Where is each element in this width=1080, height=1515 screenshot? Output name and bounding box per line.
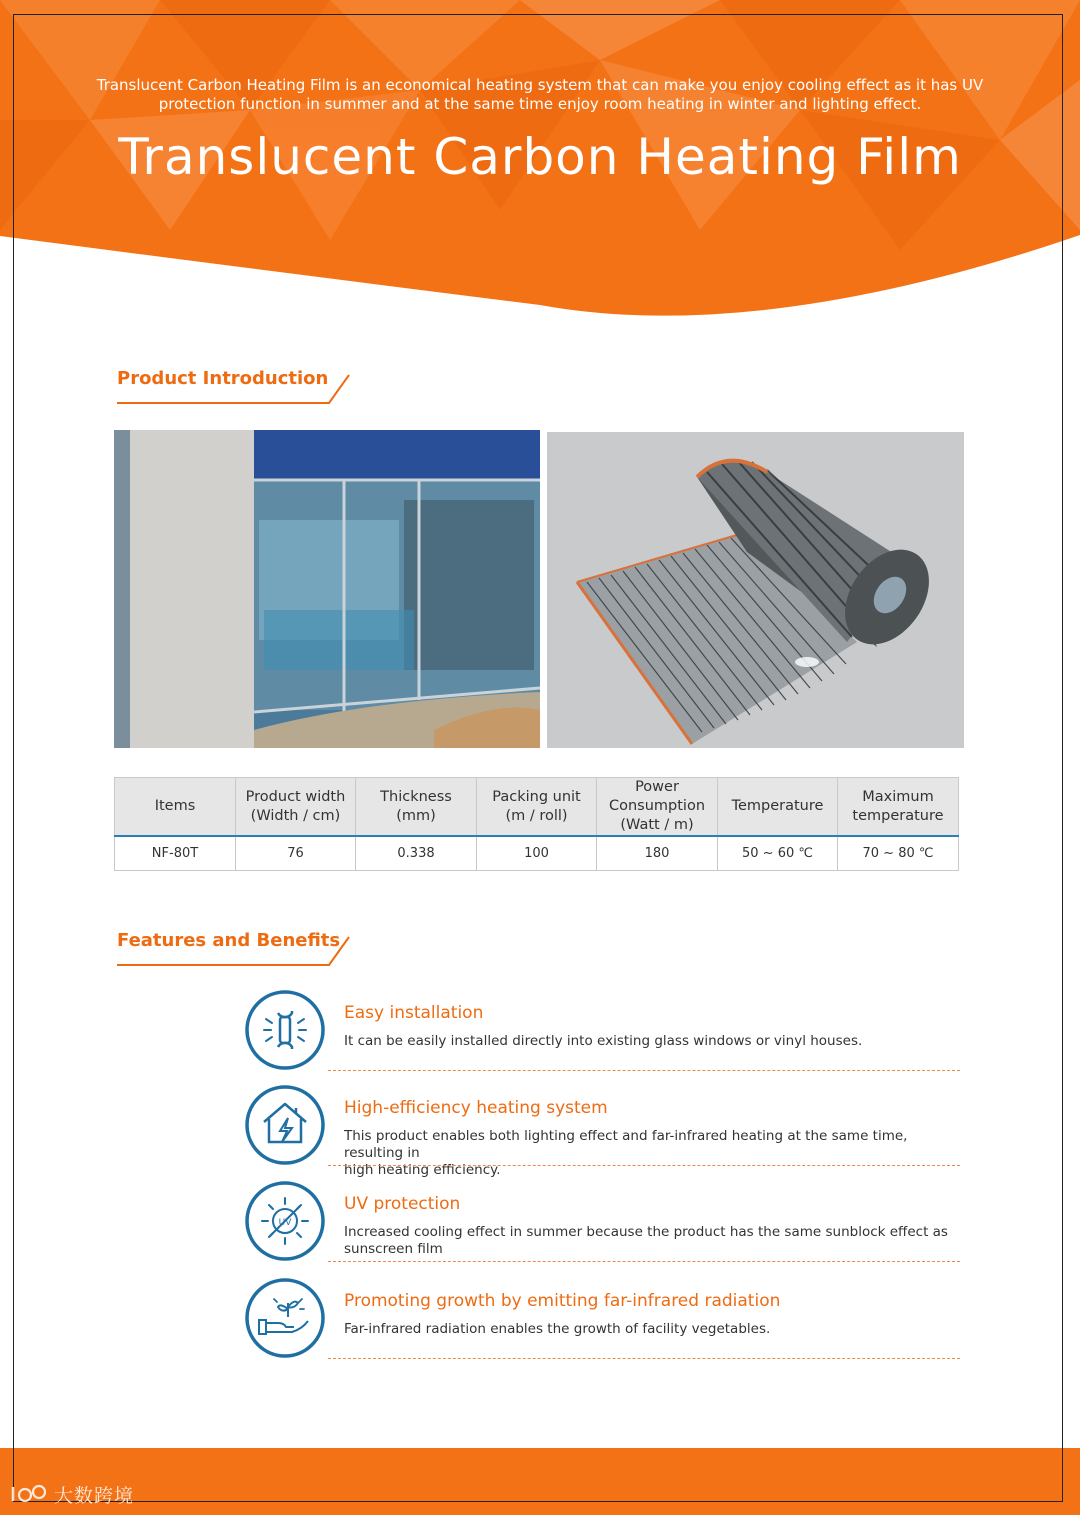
- feature-easy-installation: [244, 989, 964, 1079]
- intro-line-1: Translucent Carbon Heating Film is an economical heating system that can make you enjoy cooling effect as it has UV: [96, 76, 984, 94]
- table-cell: 100: [477, 836, 597, 870]
- header-packing-unit: Packing unit (m / roll): [477, 778, 597, 837]
- header-power-consumption: Power Consumption (Watt / m): [597, 778, 718, 837]
- feature-uv-protection: [244, 1180, 964, 1270]
- table-cell: NF-80T: [115, 836, 236, 870]
- storefront-glass-photo: [114, 430, 540, 748]
- table-row: [115, 836, 959, 870]
- table-cell: 70 ~ 80 ℃: [838, 836, 959, 870]
- feature-description: Far-infrared radiation enables the growth of facility vegetables.: [344, 1321, 771, 1337]
- spec-table-header-row: [115, 778, 959, 837]
- page-title: Translucent Carbon Heating Film: [118, 128, 962, 186]
- intro-paragraph: [80, 76, 1000, 114]
- table-cell: 180: [597, 836, 718, 870]
- dashed-divider: [328, 1358, 960, 1359]
- uv-block-icon: [244, 1180, 326, 1262]
- feature-promoting-growth: [244, 1277, 964, 1367]
- footer-bar: [0, 1448, 1080, 1515]
- house-heat-icon: [244, 1084, 326, 1166]
- feature-title: UV protection: [344, 1194, 461, 1214]
- dashed-divider: [328, 1070, 960, 1071]
- header-temperature: Temperature: [718, 778, 838, 837]
- feature-title: Promoting growth by emitting far-infrared radiation: [344, 1291, 781, 1311]
- dashed-divider: [328, 1165, 960, 1166]
- svg-text:UV: UV: [278, 1218, 292, 1228]
- header-banner: [0, 0, 1080, 320]
- dashed-divider: [328, 1261, 960, 1262]
- table-cell: 76: [236, 836, 356, 870]
- section-title: Features and Benefits: [117, 930, 341, 951]
- spec-table: [114, 777, 959, 871]
- plant-hand-icon: [244, 1277, 326, 1359]
- heating-film-roll-photo: [547, 432, 964, 748]
- heading-underline: [117, 368, 352, 406]
- feature-title: Easy installation: [344, 1003, 484, 1023]
- watermark-text: 大数跨境: [54, 1484, 135, 1507]
- wrench-icon: [244, 989, 326, 1071]
- feature-high-efficiency-heating: [244, 1084, 964, 1178]
- heading-underline: [117, 930, 352, 968]
- feature-description: Increased cooling effect in summer because the product has the same sunblock effect as sunscreen film: [344, 1224, 948, 1257]
- ioo-logo-icon: [10, 1483, 50, 1505]
- feature-title: High-efficiency heating system: [344, 1098, 608, 1118]
- feature-description: It can be easily installed directly into existing glass windows or vinyl houses.: [344, 1033, 863, 1049]
- table-cell: 50 ~ 60 ℃: [718, 836, 838, 870]
- section-heading-product-intro: [117, 368, 352, 402]
- section-title: Product Introduction: [117, 368, 329, 389]
- intro-line-2: protection function in summer and at the same time enjoy room heating in winter and lighting effect.: [158, 95, 922, 113]
- header-thickness: Thickness (mm): [356, 778, 477, 837]
- header-product-width: Product width (Width / cm): [236, 778, 356, 837]
- section-heading-features: [117, 930, 352, 964]
- header-items: Items: [115, 778, 236, 837]
- header-max-temperature: Maximum temperature: [838, 778, 959, 837]
- watermark: [10, 1482, 134, 1506]
- feature-description: This product enables both lighting effect and far-infrared heating at the same time, resulting in high heating efficiency.: [344, 1128, 908, 1178]
- table-cell: 0.338: [356, 836, 477, 870]
